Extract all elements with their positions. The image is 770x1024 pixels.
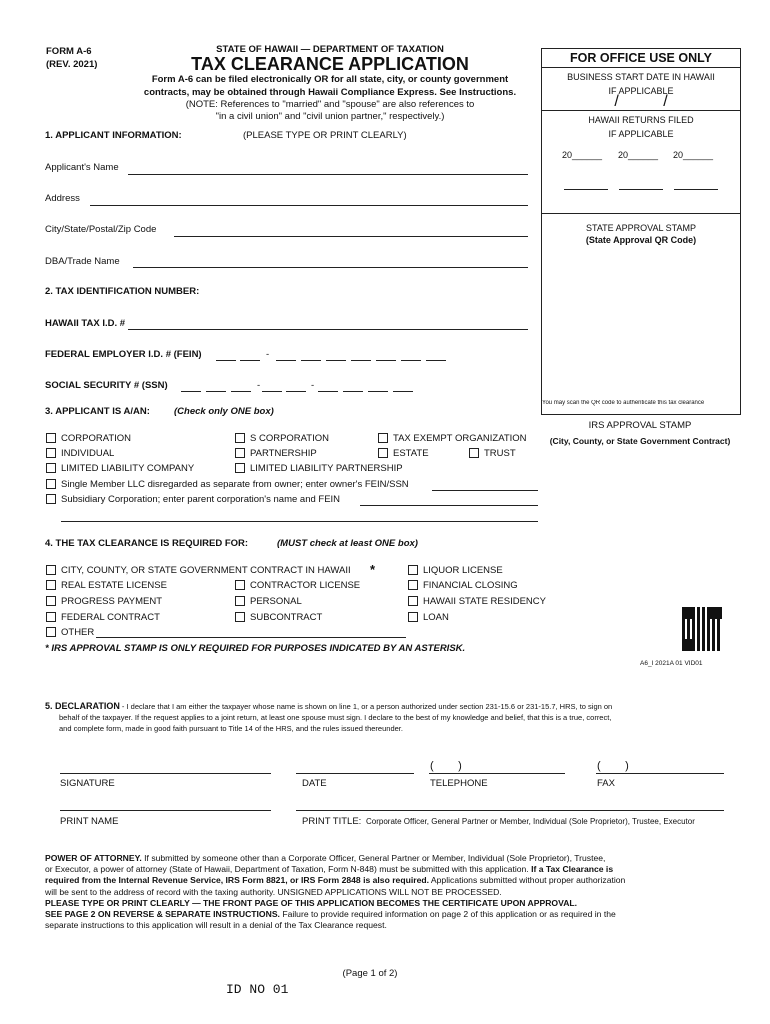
- irs-stamp-note: * IRS APPROVAL STAMP IS ONLY REQUIRED FOR PURPOSES INDICATED BY AN ASTERISK.: [45, 643, 466, 654]
- subtitle-line-2: contracts, may be obtained through Hawaii Compliance Express. See Instructions.: [143, 87, 517, 98]
- parent-corp-field-continued[interactable]: [61, 521, 538, 522]
- applicant-name-label: Applicant's Name: [45, 162, 119, 173]
- trust-label: TRUST: [484, 448, 516, 459]
- page-title: TAX CLEARANCE APPLICATION: [191, 54, 469, 74]
- section-4-heading: 4. THE TAX CLEARANCE IS REQUIRED FOR:: [45, 538, 249, 549]
- section-3-hint: (Check only ONE box): [174, 406, 274, 417]
- single-member-llc-checkbox[interactable]: [46, 479, 56, 489]
- declaration-block: [45, 701, 725, 734]
- poa-lead: POWER OF ATTORNEY.: [45, 853, 142, 863]
- parent-corp-field[interactable]: [360, 505, 538, 506]
- federal-contract-checkbox[interactable]: [46, 612, 56, 622]
- form-revision: (REV. 2021): [46, 59, 98, 70]
- note-line-1: (NOTE: References to "married" and "spouse" are also references to: [185, 99, 475, 110]
- business-start-if-applicable: IF APPLICABLE: [608, 86, 674, 96]
- returns-year-3: 20______: [673, 150, 714, 160]
- llp-label: LIMITED LIABILITY PARTNERSHIP: [250, 463, 403, 474]
- other-label: OTHER: [61, 627, 95, 638]
- form-id: FORM A-6: [46, 46, 92, 57]
- individual-label: INDIVIDUAL: [61, 448, 115, 459]
- subsidiary-label: Subsidiary Corporation; enter parent corporation's name and FEIN: [61, 494, 341, 505]
- hawaii-tax-id-label: HAWAII TAX I.D. #: [45, 318, 126, 329]
- poa-line-3: Applications submitted without proper authorization: [429, 875, 626, 886]
- individual-checkbox[interactable]: [46, 448, 56, 458]
- single-member-llc-label: Single Member LLC disregarded as separate from owner; enter owner's FEIN/SSN: [61, 479, 409, 490]
- print-name-label: PRINT NAME: [60, 816, 119, 827]
- fax-area-code: ( ): [597, 760, 629, 772]
- applicant-name-field[interactable]: [128, 174, 528, 175]
- partnership-label: PARTNERSHIP: [250, 448, 317, 459]
- government-contract-label: CITY, COUNTY, OR STATE GOVERNMENT CONTRACT IN HAWAII: [61, 565, 351, 576]
- office-use-title: FOR OFFICE USE ONLY: [542, 49, 740, 68]
- form-code: A6_I 2021A 01 VID01: [640, 660, 703, 667]
- other-field[interactable]: [96, 637, 406, 638]
- estate-label: ESTATE: [393, 448, 429, 459]
- trust-checkbox[interactable]: [469, 448, 479, 458]
- returns-filed-if-applicable: IF APPLICABLE: [608, 129, 674, 139]
- qr-authenticate-note: You may scan the QR code to authenticate this tax clearance: [542, 400, 705, 406]
- liquor-license-label: LIQUOR LICENSE: [423, 565, 503, 576]
- state-residency-checkbox[interactable]: [408, 596, 418, 606]
- dba-field[interactable]: [133, 267, 528, 268]
- poa-line-6: Failure to provide required information on page 2 of this application or as required in the: [279, 909, 616, 920]
- date-field[interactable]: [296, 773, 414, 774]
- id-number: ID NO 01: [226, 982, 289, 997]
- federal-contract-label: FEDERAL CONTRACT: [61, 612, 160, 623]
- office-use-box: [541, 48, 741, 415]
- department-name: STATE OF HAWAII — DEPARTMENT OF TAXATION: [216, 44, 444, 55]
- state-residency-label: HAWAII STATE RESIDENCY: [423, 596, 546, 607]
- poa-line-4: will be sent to the address of record with the taxing authority. UNSIGNED APPLICATIONS WILL NOT BE PROCESSED.: [45, 886, 502, 897]
- telephone-field[interactable]: [429, 773, 565, 774]
- address-label: Address: [45, 193, 80, 204]
- declaration-text-1: - I declare that I am either the taxpayer whose name is shown on line 1, or a person authorized under section 231-15.6 or 231-15.7, HRS, to sign on: [119, 702, 613, 711]
- city-state-zip-label: City/State/Postal/Zip Code: [45, 224, 157, 235]
- fax-label: FAX: [597, 778, 615, 789]
- section-2-heading: 2. TAX IDENTIFICATION NUMBER:: [45, 286, 200, 297]
- subsidiary-checkbox[interactable]: [46, 494, 56, 504]
- other-checkbox[interactable]: [46, 627, 56, 637]
- poa-line-1: If submitted by someone other than a Corporate Officer, General Partner or Member, Individual (Sole Proprietor), Trustee,: [141, 853, 606, 863]
- ssn-label: SOCIAL SECURITY # (SSN): [45, 380, 168, 391]
- fein-label: FEDERAL EMPLOYER I.D. # (FEIN): [45, 349, 202, 360]
- telephone-label: TELEPHONE: [430, 778, 488, 789]
- page-number: (Page 1 of 2): [342, 968, 398, 979]
- section-1-hint: (PLEASE TYPE OR PRINT CLEARLY): [243, 130, 407, 141]
- llc-checkbox[interactable]: [46, 463, 56, 473]
- section-3-heading: 3. APPLICANT IS A/AN:: [45, 406, 150, 417]
- print-title-options: Corporate Officer, General Partner or Member, Individual (Sole Proprietor), Trustee, Executor: [366, 817, 695, 826]
- irs-approval-contract-label: (City, County, or State Government Contract): [549, 436, 731, 446]
- government-contract-checkbox[interactable]: [46, 565, 56, 575]
- financial-closing-label: FINANCIAL CLOSING: [423, 580, 518, 591]
- address-field[interactable]: [90, 205, 528, 206]
- poa-line-2-bold: If a Tax Clearance is: [531, 864, 614, 875]
- dba-label: DBA/Trade Name: [45, 256, 120, 267]
- personal-checkbox[interactable]: [235, 596, 245, 606]
- poa-line-5: PLEASE TYPE OR PRINT CLEARLY — THE FRONT PAGE OF THIS APPLICATION BECOMES THE CERTIFICATE UPON APPROVAL.: [45, 897, 578, 908]
- state-approval-stamp-label: STATE APPROVAL STAMP: [585, 223, 697, 233]
- business-start-date-slashes: / /: [614, 93, 668, 110]
- section-4-hint: (MUST check at least ONE box): [277, 538, 418, 549]
- signature-label: SIGNATURE: [60, 778, 115, 789]
- qr-code-icon: [682, 607, 722, 651]
- poa-line-3-bold: required from the Internal Revenue Service, IRS Form 8821, or IRS Form 2848 is also required.: [45, 875, 429, 886]
- power-of-attorney-block: [45, 853, 730, 931]
- corporation-checkbox[interactable]: [46, 433, 56, 443]
- section-1-heading: 1. APPLICANT INFORMATION:: [45, 130, 182, 141]
- date-label: DATE: [302, 778, 327, 789]
- corporation-label: CORPORATION: [61, 433, 132, 444]
- declaration-text-2: behalf of the taxpayer. If the request applies to a joint return, at least one spouse must sign. I declare to the best of my knowledge and belief, that this is a true, correct,: [59, 713, 612, 722]
- progress-payment-checkbox[interactable]: [46, 596, 56, 606]
- print-name-field[interactable]: [60, 810, 271, 811]
- partnership-checkbox[interactable]: [235, 448, 245, 458]
- signature-field[interactable]: [60, 773, 271, 774]
- city-state-zip-field[interactable]: [174, 236, 528, 237]
- real-estate-license-label: REAL ESTATE LICENSE: [61, 580, 167, 591]
- owner-fein-ssn-field[interactable]: [432, 490, 538, 491]
- real-estate-license-checkbox[interactable]: [46, 580, 56, 590]
- ssn-separator-2: -: [311, 380, 315, 391]
- estate-checkbox[interactable]: [378, 448, 388, 458]
- section-5-heading: 5. DECLARATION: [45, 701, 120, 711]
- subcontract-checkbox[interactable]: [235, 612, 245, 622]
- personal-label: PERSONAL: [250, 596, 302, 607]
- tax-exempt-checkbox[interactable]: [378, 433, 388, 443]
- financial-closing-checkbox[interactable]: [408, 580, 418, 590]
- fein-separator: -: [266, 349, 270, 360]
- government-contract-asterisk: *: [370, 562, 376, 577]
- loan-label: LOAN: [423, 612, 449, 623]
- subtitle-line-1: Form A-6 can be filed electronically OR for all state, city, or county government: [151, 74, 509, 85]
- s-corporation-checkbox[interactable]: [235, 433, 245, 443]
- poa-line-7: separate instructions to this application will result in a denial of the Tax Clearance request.: [45, 920, 387, 931]
- fax-field[interactable]: [596, 773, 724, 774]
- llc-label: LIMITED LIABILITY COMPANY: [61, 463, 195, 474]
- tax-exempt-label: TAX EXEMPT ORGANIZATION: [393, 433, 527, 444]
- contractor-license-label: CONTRACTOR LICENSE: [250, 580, 361, 591]
- print-title-label: PRINT TITLE:: [302, 816, 362, 827]
- subcontract-label: SUBCONTRACT: [250, 612, 323, 623]
- contractor-license-checkbox[interactable]: [235, 580, 245, 590]
- returns-year-2: 20______: [618, 150, 659, 160]
- returns-year-1: 20______: [562, 150, 603, 160]
- s-corporation-label: S CORPORATION: [250, 433, 329, 444]
- progress-payment-label: PROGRESS PAYMENT: [61, 596, 162, 607]
- irs-approval-stamp-label: IRS APPROVAL STAMP: [588, 420, 692, 431]
- poa-line-2: or Executor, a power of attorney (State of Hawaii, Department of Taxation, Form N-848) must be submitted with this application.: [45, 864, 532, 875]
- loan-checkbox[interactable]: [408, 612, 418, 622]
- business-start-label: BUSINESS START DATE IN HAWAII: [567, 72, 715, 82]
- telephone-area-code: ( ): [430, 760, 462, 772]
- returns-filed-label: HAWAII RETURNS FILED: [588, 115, 694, 125]
- state-approval-qr-label: (State Approval QR Code): [585, 235, 697, 245]
- poa-line-6-bold: SEE PAGE 2 ON REVERSE & SEPARATE INSTRUCTIONS.: [45, 909, 280, 920]
- irs-approval-box: [541, 413, 739, 453]
- liquor-license-checkbox[interactable]: [408, 565, 418, 575]
- hawaii-tax-id-field[interactable]: [128, 329, 528, 330]
- llp-checkbox[interactable]: [235, 463, 245, 473]
- ssn-separator-1: -: [257, 380, 261, 391]
- declaration-text-3: and complete form, made in good faith pursuant to Title 14 of the HRS, and the rules issued thereunder.: [59, 724, 403, 733]
- note-line-2: "in a civil union" and "civil union partner," respectively.): [215, 111, 445, 122]
- print-title-field[interactable]: [296, 810, 724, 811]
